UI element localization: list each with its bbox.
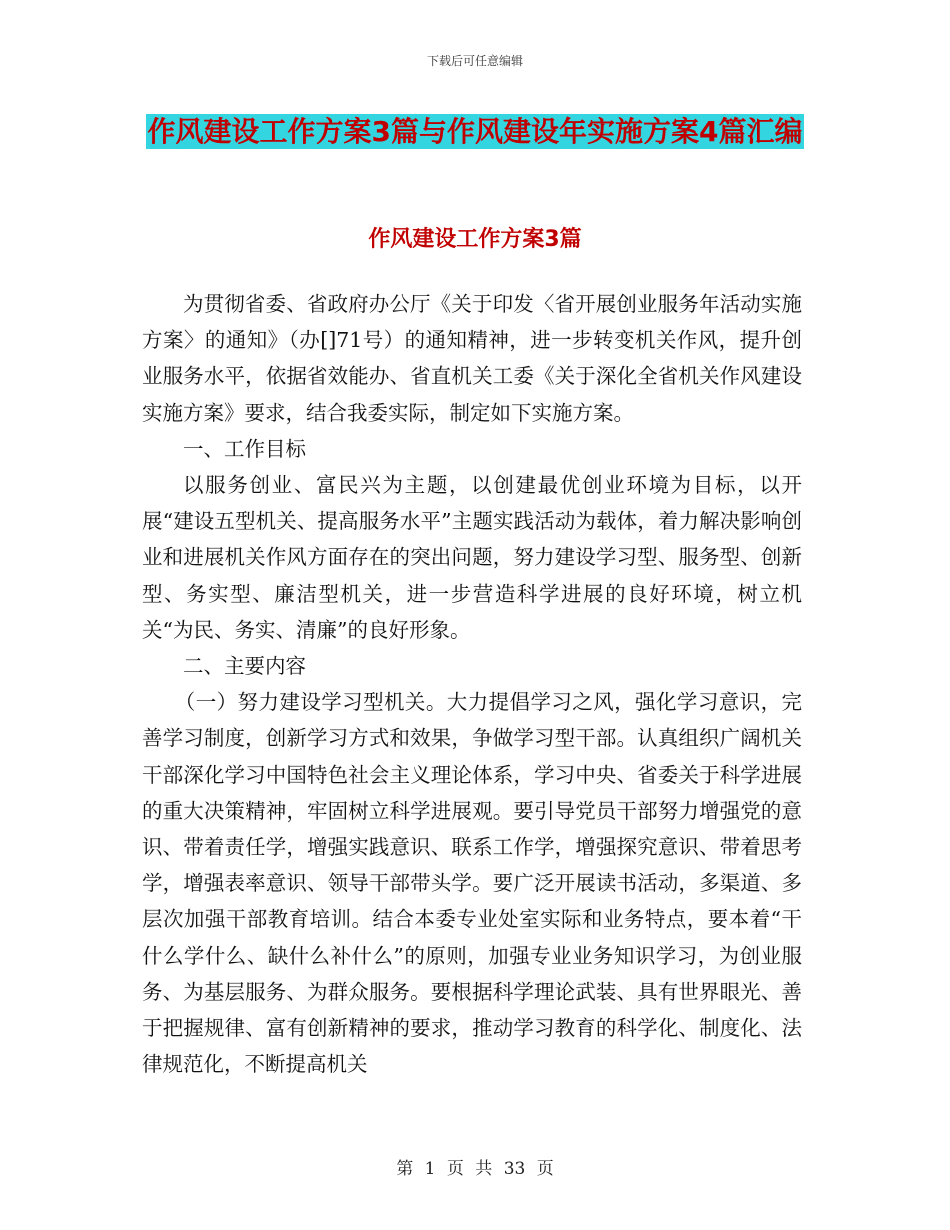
header-note: 下载后可任意编辑 xyxy=(426,54,523,68)
paragraph-intro: 为贯彻省委、省政府办公厅《关于印发〈省开展创业服务年活动实施方案〉的通知》（办[]71号）的通知精神，进一步转变机关作风，提升创业服务水平，依据省效能办、省直机关工委《关于深化全省机关作风建设实施方案》要求，结合我委实际，制定如下实施方案。 xyxy=(142,292,802,425)
document-title-text: 作风建设工作方案3篇与作风建设年实施方案4篇汇编 xyxy=(147,115,803,148)
page-number: 第 1 页 共 33 页 xyxy=(396,1159,554,1179)
paragraph-learning-organ: （一）努力建设学习型机关。大力提倡学习之风，强化学习意识，完善学习制度，创新学习方式和效果，争做学习型干部。认真组织广阔机关干部深化学习中国特色社会主义理论体系，学习中央、省委关于科学进展的重大决策精神，牢固树立科学进展观。要引导党员干部努力增强党的意识、带着责任学，增强实践意识、联系工作学，增强探究意识、带着思考学，增强表率意识、领导干部带头学。要广泛开展读书活动，多渠道、多层次加强干部教育培训。结合本委专业处室实际和业务特点，要本着“干什么学什么、缺什么补什么”的原则，加强专业业务知识学习，为创业服务、为基层服务、为群众服务。要根据科学理论武装、具有世界眼光、善于把握规律、富有创新精神的要求，推动学习教育的科学化、制度化、法律规范化，不断提高机关 xyxy=(142,690,802,1077)
document-title xyxy=(140,108,810,156)
document-body xyxy=(142,286,802,1082)
heading-work-goal: 一、工作目标 xyxy=(183,436,306,461)
section-title: 作风建设工作方案3篇 xyxy=(368,227,582,252)
paragraph-work-goal: 以服务创业、富民兴为主题，以创建最优创业环境为目标，以开展“建设五型机关、提高服务水平”主题实践活动为载体，着力解决影响创业和进展机关作风方面存在的突出问题，努力建设学习型、服务型、创新型、务实型、廉洁型机关，进一步营造科学进展的良好环境，树立机关“为民、务实、清廉”的良好形象。 xyxy=(142,473,802,642)
heading-main-content: 二、主要内容 xyxy=(183,654,306,679)
